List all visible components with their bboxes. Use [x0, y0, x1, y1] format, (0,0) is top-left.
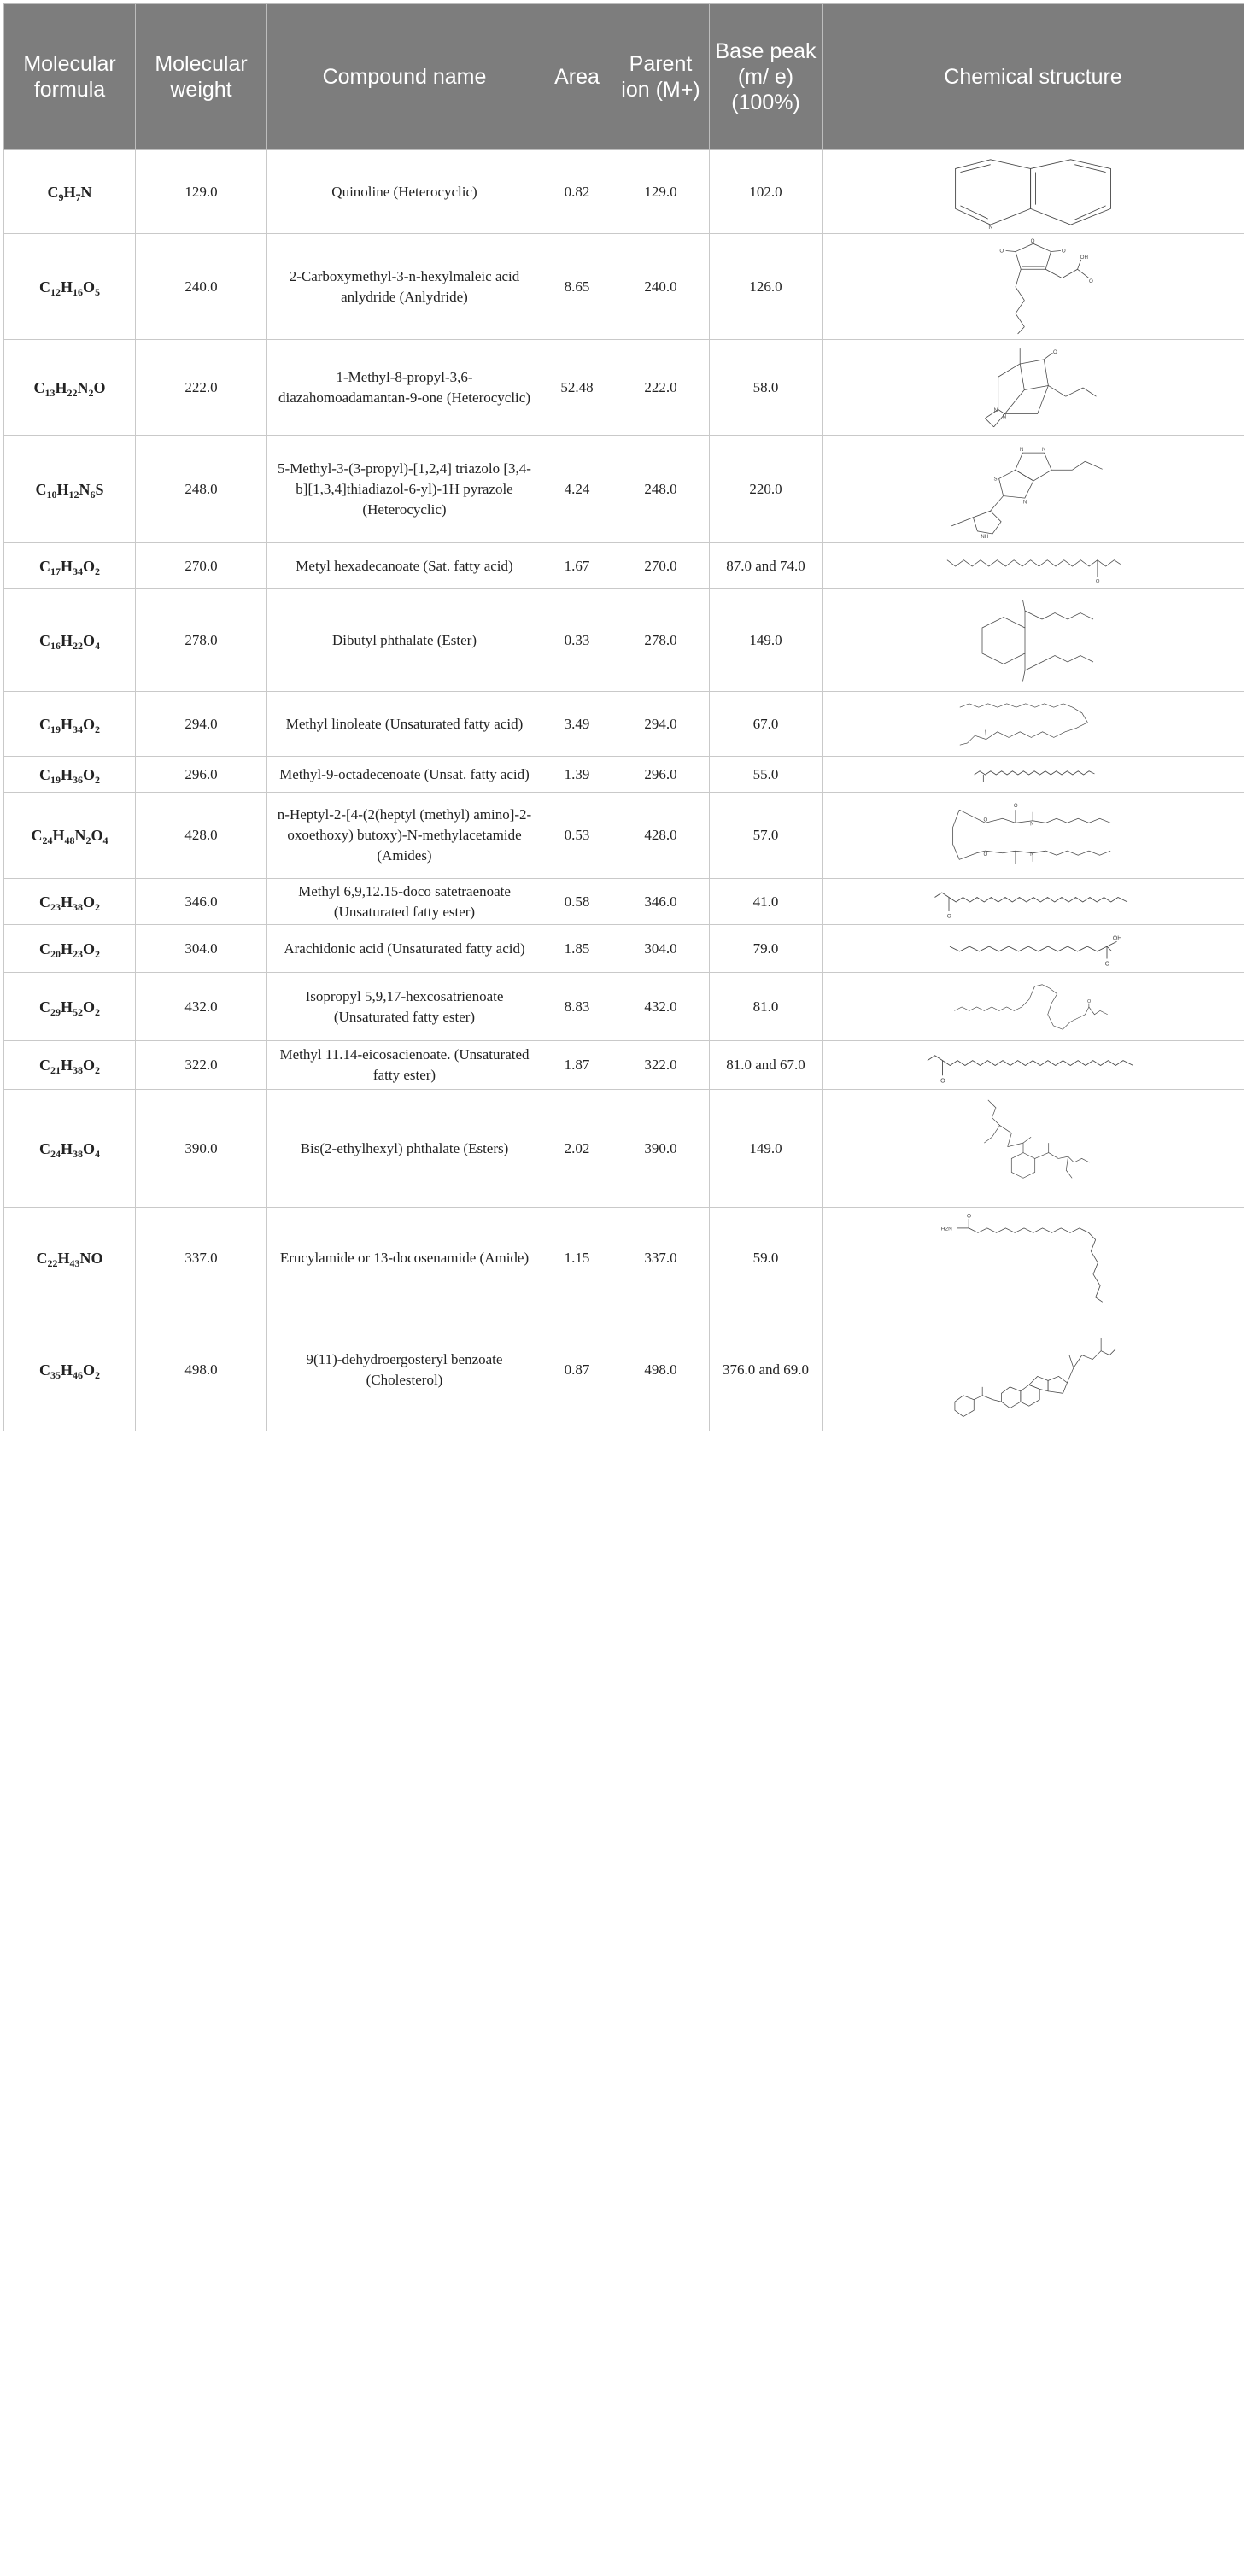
o-label: O	[983, 852, 988, 858]
anhydride-structure-drawing	[967, 238, 1099, 336]
area-cell: 1.87	[542, 1041, 612, 1090]
table-row	[4, 340, 1244, 436]
weight-cell: 337.0	[136, 1208, 267, 1308]
n-label: N	[1022, 500, 1027, 506]
base-peak-cell: 79.0	[710, 925, 823, 973]
compound-name-cell: Erucylamide or 13-docosenamide (Amide)	[267, 1208, 542, 1308]
table-row	[4, 150, 1244, 234]
header-weight: Molecular weight	[136, 4, 267, 150]
area-cell: 0.33	[542, 589, 612, 692]
compound-name-cell: Dibutyl phthalate (Ester)	[267, 589, 542, 692]
quinoline-structure-drawing	[940, 155, 1126, 230]
formula-cell: $C_{16}H_{22}O_4$	[4, 589, 136, 692]
chemical-structure-cell	[823, 793, 1244, 879]
area-cell: 0.87	[542, 1308, 612, 1431]
area-cell: 1.85	[542, 925, 612, 973]
formula-cell: $C_{24}H_{38}O_4$	[4, 1090, 136, 1208]
area-cell: 52.48	[542, 340, 612, 436]
weight-cell: 270.0	[136, 543, 267, 589]
o-label: O	[1096, 578, 1100, 584]
parent-ion-cell: 222.0	[612, 340, 710, 436]
formula-cell: $C_{21}H_{38}O_2$	[4, 1041, 136, 1090]
o-label: O	[1014, 803, 1018, 809]
base-peak-cell: 67.0	[710, 692, 823, 757]
methyl-linoleate-structure-drawing	[952, 696, 1114, 752]
methyl-docosatetraenoate-structure-drawing	[930, 883, 1137, 921]
parent-ion-cell: 322.0	[612, 1041, 710, 1090]
compound-name-cell: Methyl 6,9,12.15-doco satetraenoate (Unsaturated fatty ester)	[267, 879, 542, 925]
table-row	[4, 1208, 1244, 1308]
compound-name-cell: Methyl 11.14-eicosacienoate. (Unsaturated fatty ester)	[267, 1041, 542, 1090]
base-peak-cell: 57.0	[710, 793, 823, 879]
weight-cell: 346.0	[136, 879, 267, 925]
n-label: N	[1030, 852, 1034, 858]
table-row	[4, 925, 1244, 973]
n-label: N	[1002, 413, 1007, 420]
weight-cell: 428.0	[136, 793, 267, 879]
formula-cell: $C_{23}H_{38}O_2$	[4, 879, 136, 925]
weight-cell: 278.0	[136, 589, 267, 692]
weight-cell: 248.0	[136, 436, 267, 543]
weight-cell: 432.0	[136, 973, 267, 1041]
table-row	[4, 757, 1244, 793]
header-area: Area	[542, 4, 612, 150]
chemical-structure-cell	[823, 436, 1244, 543]
arachidonic-acid-structure-drawing	[930, 929, 1137, 969]
table-row	[4, 589, 1244, 692]
parent-ion-cell: 278.0	[612, 589, 710, 692]
chemical-structure-cell	[823, 543, 1244, 589]
base-peak-cell: 55.0	[710, 757, 823, 793]
parent-ion-cell: 129.0	[612, 150, 710, 234]
header-structure: Chemical structure	[823, 4, 1244, 150]
chemical-structure-cell	[823, 925, 1244, 973]
n-label: N	[993, 407, 998, 413]
compound-name-cell: 2-Carboxymethyl-3-n-hexylmaleic acid anlydride (Anlydride)	[267, 234, 542, 340]
o-label: O	[940, 1077, 945, 1084]
area-cell: 4.24	[542, 436, 612, 543]
parent-ion-cell: 294.0	[612, 692, 710, 757]
weight-cell: 322.0	[136, 1041, 267, 1090]
chemical-structure-cell	[823, 973, 1244, 1041]
compound-name-cell: 9(11)-dehydroergosteryl benzoate (Cholesterol)	[267, 1308, 542, 1431]
formula-cell: $C_{13}H_{22}N_2O$	[4, 340, 136, 436]
parent-ion-cell: 337.0	[612, 1208, 710, 1308]
compound-name-cell: Methyl-9-octadecenoate (Unsat. fatty acid)	[267, 757, 542, 793]
parent-ion-cell: 270.0	[612, 543, 710, 589]
dehydroergosteryl-benzoate-structure-drawing	[946, 1313, 1120, 1427]
compound-table	[3, 3, 1244, 1431]
chemical-structure-cell	[823, 757, 1244, 793]
formula-cell: $C_{35}H_{46}O_2$	[4, 1308, 136, 1431]
table-row	[4, 1041, 1244, 1090]
oh-label: OH	[1080, 254, 1088, 261]
table-row	[4, 793, 1244, 879]
o-label: O	[946, 913, 951, 920]
weight-cell: 240.0	[136, 234, 267, 340]
area-cell: 0.82	[542, 150, 612, 234]
area-cell: 1.39	[542, 757, 612, 793]
weight-cell: 390.0	[136, 1090, 267, 1208]
parent-ion-cell: 346.0	[612, 879, 710, 925]
table-row	[4, 234, 1244, 340]
base-peak-cell: 81.0	[710, 973, 823, 1041]
compound-name-cell: Arachidonic acid (Unsaturated fatty acid)	[267, 925, 542, 973]
oh-label: OH	[1112, 935, 1121, 942]
formula-cell: $C_{19}H_{36}O_2$	[4, 757, 136, 793]
methyl-hexadecanoate-structure-drawing	[943, 547, 1122, 585]
compound-name-cell: Methyl linoleate (Unsaturated fatty acid)	[267, 692, 542, 757]
o-label: O	[1104, 961, 1109, 968]
table-row	[4, 879, 1244, 925]
base-peak-cell: 102.0	[710, 150, 823, 234]
base-peak-cell: 58.0	[710, 340, 823, 436]
h2n-label: H2N	[940, 1226, 952, 1232]
table-row	[4, 692, 1244, 757]
o-label: O	[1052, 348, 1057, 355]
n-label: N	[1041, 447, 1045, 453]
weight-cell: 129.0	[136, 150, 267, 234]
chemical-structure-cell	[823, 589, 1244, 692]
table-row	[4, 1090, 1244, 1208]
area-cell: 1.67	[542, 543, 612, 589]
chemical-structure-cell	[823, 340, 1244, 436]
formula-cell: $C_{17}H_{34}O_2$	[4, 543, 136, 589]
compound-name-cell: Bis(2-ethylhexyl) phthalate (Esters)	[267, 1090, 542, 1208]
table-row	[4, 436, 1244, 543]
chemical-structure-cell	[823, 692, 1244, 757]
base-peak-cell: 149.0	[710, 1090, 823, 1208]
area-cell: 8.65	[542, 234, 612, 340]
s-label: S	[993, 476, 998, 482]
compound-name-cell: Quinoline (Heterocyclic)	[267, 150, 542, 234]
compound-name-cell: 5-Methyl-3-(3-propyl)-[1,2,4] triazolo [3,4-b][1,3,4]thiadiazol-6-yl)-1H pyrazole (Heterocyclic)	[267, 436, 542, 543]
base-peak-cell: 149.0	[710, 589, 823, 692]
header-row	[4, 4, 1244, 150]
parent-ion-cell: 296.0	[612, 757, 710, 793]
o-label: O	[1030, 237, 1035, 244]
header-name: Compound name	[267, 4, 542, 150]
base-peak-cell: 81.0 and 67.0	[710, 1041, 823, 1090]
area-cell: 8.83	[542, 973, 612, 1041]
o-label: O	[999, 248, 1004, 255]
area-cell: 1.15	[542, 1208, 612, 1308]
chemical-structure-cell	[823, 1308, 1244, 1431]
n-label: N	[1019, 447, 1023, 453]
formula-cell: $C_{22}H_{43}NO$	[4, 1208, 136, 1308]
o-label: O	[983, 817, 988, 823]
chemical-structure-cell	[823, 150, 1244, 234]
parent-ion-cell: 428.0	[612, 793, 710, 879]
formula-cell: $C_9H_7N$	[4, 150, 136, 234]
formula-cell: $C_{19}H_{34}O_2$	[4, 692, 136, 757]
weight-cell: 498.0	[136, 1308, 267, 1431]
base-peak-cell: 59.0	[710, 1208, 823, 1308]
area-cell: 0.58	[542, 879, 612, 925]
n-label: N	[988, 224, 993, 230]
diazahomoadamantanone-structure-drawing	[968, 344, 1098, 431]
base-peak-cell: 41.0	[710, 879, 823, 925]
o-label: O	[1087, 998, 1092, 1004]
bis-ethylhexyl-phthalate-structure-drawing	[969, 1094, 1098, 1203]
chemical-structure-cell	[823, 1090, 1244, 1208]
chemical-structure-cell	[823, 1208, 1244, 1308]
table-row	[4, 1308, 1244, 1431]
table-row	[4, 543, 1244, 589]
o-label: O	[1061, 248, 1066, 255]
formula-cell: $C_{12}H_{16}O_5$	[4, 234, 136, 340]
chemical-structure-cell	[823, 1041, 1244, 1090]
parent-ion-cell: 240.0	[612, 234, 710, 340]
weight-cell: 304.0	[136, 925, 267, 973]
base-peak-cell: 126.0	[710, 234, 823, 340]
o-label: O	[966, 1212, 971, 1219]
parent-ion-cell: 390.0	[612, 1090, 710, 1208]
isopropyl-hexcosatrienoate-structure-drawing	[951, 977, 1115, 1037]
area-cell: 2.02	[542, 1090, 612, 1208]
weight-cell: 294.0	[136, 692, 267, 757]
parent-ion-cell: 432.0	[612, 973, 710, 1041]
formula-cell: $C_{29}H_{52}O_2$	[4, 973, 136, 1041]
compound-name-cell: n-Heptyl-2-[4-(2(heptyl (methyl) amino]-2-oxoethoxy) butoxy)-N-methylacetamide (Amides)	[267, 793, 542, 879]
chemical-structure-cell	[823, 879, 1244, 925]
n-label: N	[1030, 821, 1034, 827]
parent-ion-cell: 248.0	[612, 436, 710, 543]
formula-cell: $C_{20}H_{23}O_2$	[4, 925, 136, 973]
weight-cell: 296.0	[136, 757, 267, 793]
heptyl-methylacetamide-structure-drawing	[942, 797, 1123, 875]
methyl-octadecenoate-structure-drawing	[938, 761, 1129, 788]
methyl-eicosadienoate-structure-drawing	[922, 1045, 1144, 1086]
base-peak-cell: 376.0 and 69.0	[710, 1308, 823, 1431]
header-base-peak: Base peak (m/ e) (100%)	[710, 4, 823, 150]
compound-name-cell: Isopropyl 5,9,17-hexcosatrienoate (Unsaturated fatty ester)	[267, 973, 542, 1041]
parent-ion-cell: 304.0	[612, 925, 710, 973]
formula-cell: $C_{10}H_{12}N_6S$	[4, 436, 136, 543]
triazolothiadiazole-structure-drawing	[939, 440, 1128, 539]
erucylamide-structure-drawing	[932, 1212, 1135, 1304]
area-cell: 0.53	[542, 793, 612, 879]
header-parent-ion: Parent ion (M+)	[612, 4, 710, 150]
base-peak-cell: 87.0 and 74.0	[710, 543, 823, 589]
compound-name-cell: 1-Methyl-8-propyl-3,6-diazahomoadamantan-9-one (Heterocyclic)	[267, 340, 542, 436]
base-peak-cell: 220.0	[710, 436, 823, 543]
weight-cell: 222.0	[136, 340, 267, 436]
area-cell: 3.49	[542, 692, 612, 757]
nh-label: NH	[980, 534, 988, 539]
table-row	[4, 973, 1244, 1041]
header-formula: Molecular formula	[4, 4, 136, 150]
compound-name-cell: Metyl hexadecanoate (Sat. fatty acid)	[267, 543, 542, 589]
o-label: O	[1088, 278, 1093, 284]
chemical-structure-cell	[823, 234, 1244, 340]
parent-ion-cell: 498.0	[612, 1308, 710, 1431]
dibutyl-phthalate-structure-drawing	[957, 594, 1110, 688]
formula-cell: $C_{24}H_{48}N_2O_4$	[4, 793, 136, 879]
